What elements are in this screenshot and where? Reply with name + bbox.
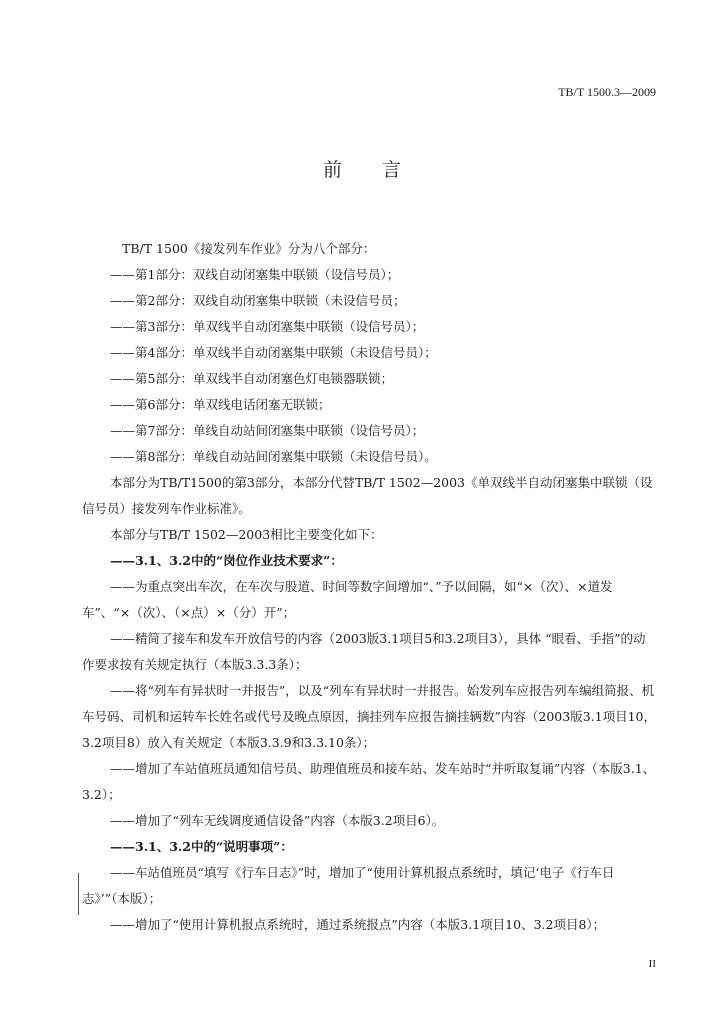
intro-paragraph: TB/T 1500《接发列车作业》分为八个部分：: [122, 241, 376, 256]
list-item-part2: ——第2部分：双线自动闭塞集中联锁（未设信号员；: [110, 293, 406, 308]
page-title: 前言: [322, 159, 441, 181]
list-item-part5: ——第5部分：单双线半自动闭塞色灯电锁器联锁；: [110, 371, 393, 386]
list-item-part3: ——第3部分：单双线半自动闭塞集中联锁（设信号员）；: [110, 319, 425, 334]
change-item: ——增加了车站值班员通知信号员、助理值班员和接车站、发车站时“并听取复诵”内容（本版3.1、3.2）；: [82, 761, 656, 802]
standard-number: TB/T 1500.3—2009: [558, 85, 656, 99]
document-body: [82, 236, 656, 938]
page-number: II: [648, 958, 656, 970]
change-item: ——增加了“使用计算机报点系统时，通过系统报点”内容（本版3.1项目10、3.2项目8）；: [110, 917, 606, 932]
list-item-part7: ——第7部分：单线自动站间闭塞集中联锁（设信号员）；: [110, 423, 425, 438]
change-item: ——车站值班员“填写《行车日志》”时，增加了“使用计算机报点系统时，填记‘电子《行车日志》’”（本版）；: [82, 865, 615, 906]
change-item: ——增加了“列车无线调度通信设备”内容（本版3.2项目6）。: [110, 813, 445, 828]
comparison-paragraph: 本部分与TB/T 1502—2003相比主要变化如下：: [110, 527, 383, 542]
replacement-paragraph: 本部分为TB/T1500的第3部分，本部分代替TB/T 1502—2003《单双线半自动闭塞集中联锁（设信号员）接发列车作业标准》。: [82, 475, 653, 516]
section-heading-notes: ——3.1、3.2中的“说明事项”：: [110, 839, 293, 854]
list-item-part6: ——第6部分：单双线电话闭塞无联锁；: [110, 397, 331, 412]
list-item-part4: ——第4部分：单双线半自动闭塞集中联锁（未设信号员）；: [110, 345, 437, 360]
change-item: ——将“列车有异状时一并报告”，以及“列车有异状时一并报告。始发列车应报告列车编组简报、机车号码、司机和运转车长姓名或代号及晚点原因，摘挂列车应报告摘挂辆数”内容（2003版3.1项目10，3.2项目8）放入有关规定（本版3.3.9和3.3.10条）；: [82, 683, 656, 750]
section-heading-requirements: ——3.1、3.2中的“岗位作业技术要求”：: [110, 553, 343, 568]
list-item-part1: ——第1部分：双线自动闭塞集中联锁（设信号员）；: [110, 267, 400, 282]
revision-bar: [78, 873, 79, 915]
list-item-part8: ——第8部分：单线自动站间闭塞集中联锁（未设信号员）。: [110, 449, 437, 464]
change-item: ——为重点突出车次，在车次与股道、时间等数字间增加“、”予以间隔，如“×（次）、×道发车”、“×（次）、（×点）×（分）开”；: [82, 579, 613, 620]
change-item: ——精简了接车和发车开放信号的内容（2003版3.1项目5和3.2项目3），具体 “眼看、手指”的动作要求按有关规定执行（本版3.3.3条）；: [82, 631, 646, 672]
